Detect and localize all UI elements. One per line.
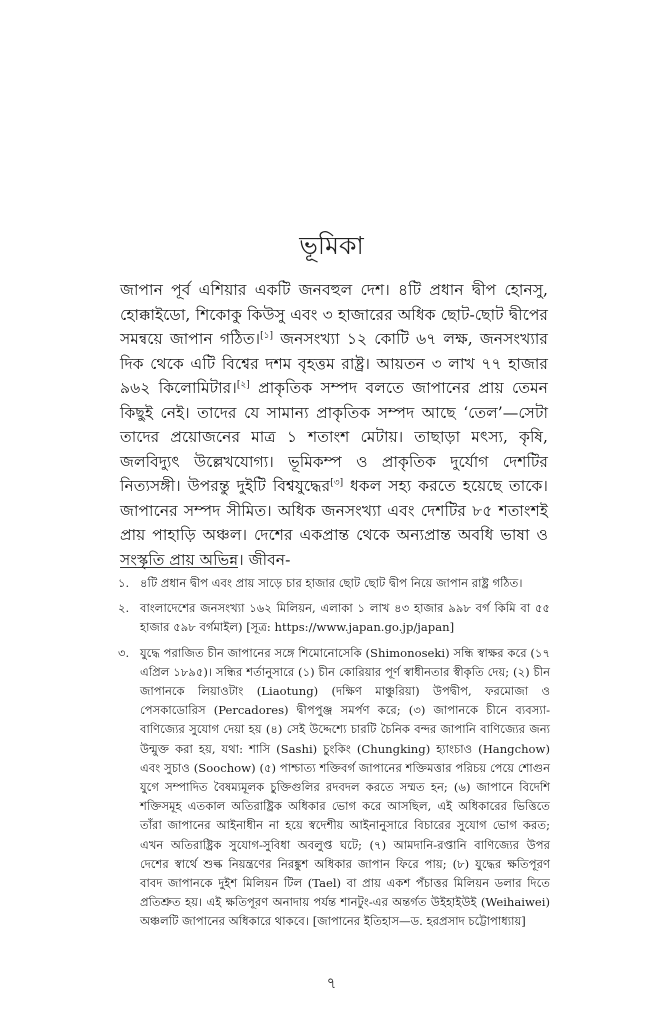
footnote-ref: [৩] (330, 477, 344, 488)
footnote-text: যুদ্ধে পরাজিত চীন জাপানের সঙ্গে শিমোনোসেকি (Shimonoseki) সন্ধি স্বাক্ষর করে (১৭ এপ্রিল ১৮৯৫)। সন্ধির শর্তানুসারে (১) চীন কোরিয়ার পূর্ণ স্বাধীনতার স্বীকৃতি দেয়; (২) চীন জাপানকে লিয়াওটাং (Liaotung) (দক্ষিণ মাঞ্চুরিয়া) উপদ্বীপ, ফরমোজা ও পেসকাডোরিস (Percadores) দ্বীপপুঞ্জ সমর্পণ করে; (৩) জাপানকে চীনে ব্যবস্যা-বাণিজ্যের সুযোগ দেয়া হয় (৪) সেই উদ্দেশ্যে চারটি চৈনিক বন্দর জাপানি বাণিজ্যের জন্য উন্মুক্ত করা হয়, যথা: শাসি (Sashi) চুংকিং (Chungking) হ্যাংচাও (Hangchow) এবং সুচাও (Soochow) (৫) পাশ্চাত্য শক্তিবর্গ জাপানের শক্তিমত্তার পরিচয় পেয়ে শোগুন যুগে সম্পাদিত বৈষম্যমূলক চুক্তিগুলির রদবদল করতে সম্মত হন; (৬) জাপানে বিদেশি শক্তিসমূহ এতকাল অতিরাষ্ট্রিক অধিকার ভোগ করে আসছিল, এই অধিকারের ভিত্তিতে তাঁরা জাপানের আইনাধীন না হয়ে স্বদেশীয় আইনানুসারে বিচারের সুযোগ ভোগ করত; এখন অতিরাষ্ট্রিক সুযোগ-সুবিধা অবলুপ্ত ঘটে; (৭) আমদানি-রপ্তানি বাণিজ্যের উপর দেশের স্বার্থে শুল্ক নিয়ন্ত্রণের নিরঙ্কুশ অধিকার জাপান ফিরে পায়; (৮) যুদ্ধের ক্ষতিপূরণ বাবদ জাপানকে দুইশ মিলিয়ন টিল (Tael) বা প্রায় একশ পঁচাত্তর মিলিয়ন ডলার দিতে প্রতিশ্রুত হয়। এই ক্ষতিপূরণ অনাদায় পর্যন্ত শানটুং-এর অন্তর্গত উইহাইউই (Weihaiwei) অঞ্চলটি জাপানের অধিকারে থাকবে। [জাপানের ইতিহাস—ড. হরপ্রসাদ চট্টোপাধ্যায়] (140, 645, 550, 929)
footnote-item (118, 644, 550, 932)
footnote-divider (120, 567, 238, 568)
body-paragraph (120, 278, 548, 572)
footnote-item (118, 574, 550, 593)
footnote-number: ৩. (118, 645, 130, 660)
chapter-title: ভূমিকা (299, 231, 364, 260)
footnote-ref: [২] (236, 379, 250, 390)
footnote-text: বাংলাদেশের জনসংখ্যা ১৬২ মিলিয়ন, এলাকা ১ লাখ ৪৩ হাজার ৯৯৮ বর্গ কিমি বা ৫৫ হাজার ৫৯৮ বর্গমাইল) [সূত্র: https://www.japan.go.jp/japan] (140, 601, 550, 635)
body-text-part: জাপান পূর্ব এশিয়ার একটি জনবহুল দেশ। ৪টি প্রধান দ্বীপ হোনসু, হোক্কাইডো, শিকোকু কিউসু এবং ৩ হাজারের অধিক ছোট-ছোট দ্বীপের সমন্বয়ে জাপান গঠিত। (120, 281, 548, 348)
footnote-number: ১. (118, 576, 130, 590)
footnote-ref: [১] (260, 330, 274, 341)
body-text-part: প্রাকৃতিক সম্পদ বলতে জাপানের প্রায় তেমন কিছুই নেই। তাদের যে সামান্য প্রাকৃতিক সম্পদ আছে ‘তেল’—সেটা তাদের প্রয়োজনের মাত্র ১ শতাংশ মেটায়। তাছাড়া মৎস্য, কৃষি, জলবিদ্যুৎ উল্লেখযোগ্য। ভূমিকম্প ও প্রাকৃতিক দুর্যোগ দেশটির নিত্যসঙ্গী। উপরন্তু দুইটি বিশ্বযুদ্ধের (120, 379, 548, 495)
footnote-number: ২. (118, 601, 130, 616)
footnote-list (118, 574, 550, 938)
footnote-text: ৪টি প্রধান দ্বীপ এবং প্রায় সাড়ে চার হাজার ছোট ছোট দ্বীপ নিয়ে জাপান রাষ্ট্র গঠিত। (140, 576, 523, 590)
body-text-part: জনসংখ্যা ১২ কোটি ৬৭ লক্ষ, জনসংখ্যার দিক থেকে এটি বিশ্বের দশম বৃহত্তম রাষ্ট্র। আয়তন ৩ লাখ ৭৭ হাজার ৯৬২ কিলোমিটার। (120, 330, 548, 397)
body-text-part: ধকল সহ্য করতে হয়েছে তাকে। জাপানের সম্পদ সীমিত। অধিক জনসংখ্যা এবং দেশটির ৮৫ শতাংশই প্রায় পাহাড়ি অঞ্চল। দেশের একপ্রান্ত থেকে অন্যপ্রান্ত অবধি ভাষা ও সংস্কৃতি প্রায় অভিন্ন। জীবন- (120, 477, 548, 569)
page-number: ৭ (326, 974, 337, 992)
footnote-item (118, 599, 550, 637)
